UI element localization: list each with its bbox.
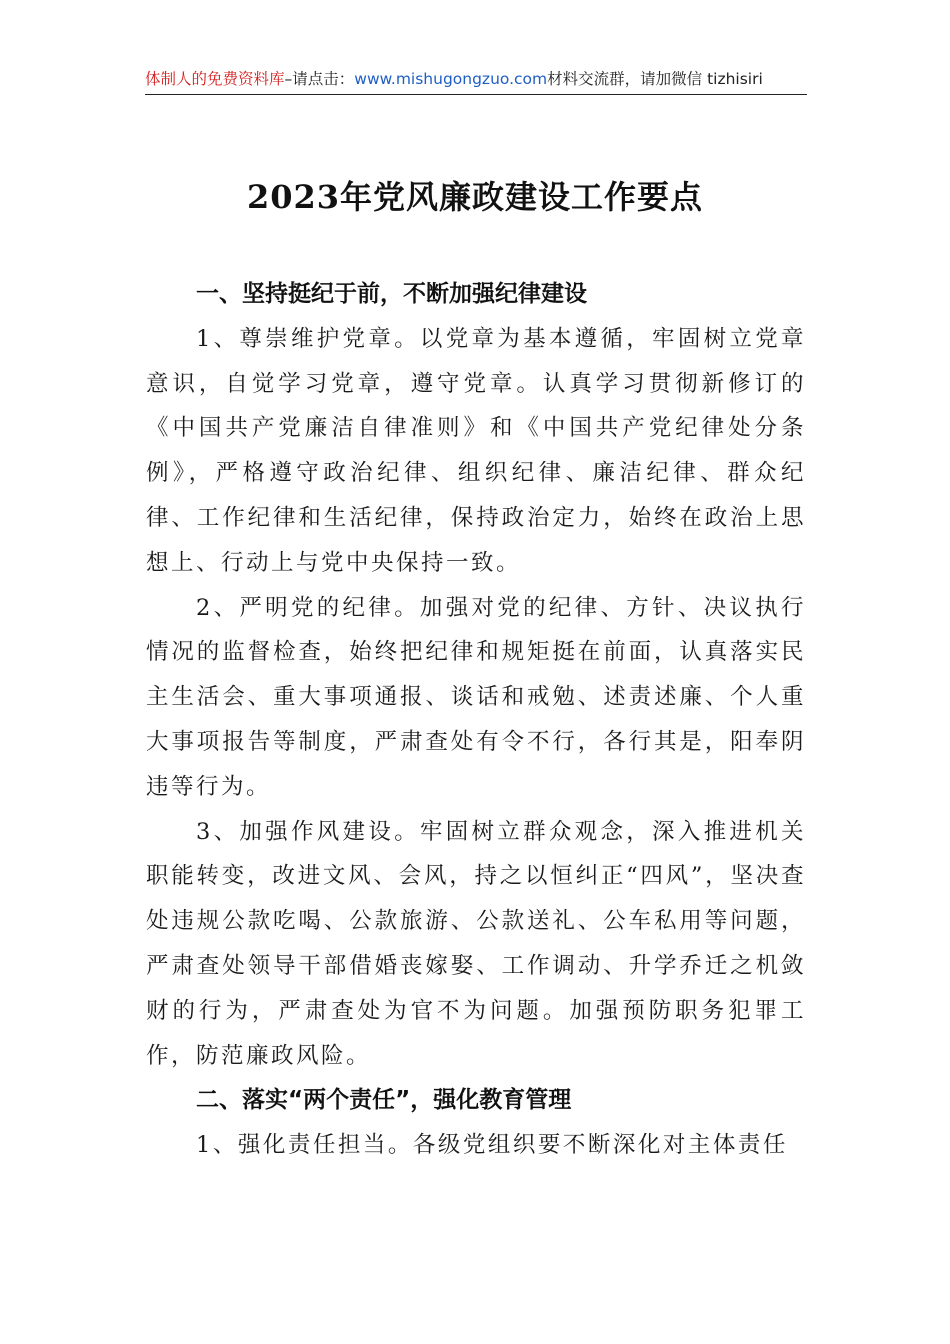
section-heading-2: 二、落实“两个责任”，强化教育管理 <box>196 1087 572 1114</box>
paragraph: 2、严明党的纪律。加强对党的纪律、方针、决议执行情况的监督检查，始终把纪律和规矩挺在前面，认真落实民主生活会、重大事项通报、谈话和戒勉、述责述廉、个人重大事项报告等制度，严肃查处有令不行，各行其是，阳奉阴违等行为。 <box>146 594 806 800</box>
section-heading-1: 一、坚持挺纪于前，不断加强纪律建设 <box>196 281 587 307</box>
header-note: 材料交流群，请加微信 tizhisiri <box>547 70 763 88</box>
page-header <box>145 66 807 95</box>
paragraph: 1、尊崇维护党章。以党章为基本遵循，牢固树立党章意识，自觉学习党章，遵守党章。认真学习贯彻新修订的《中国共产党廉洁自律准则》和《中国共产党纪律处分条例》，严格遵守政治纪律、组织纪律、廉洁纪律、群众纪律、工作纪律和生活纪律，保持政治定力，始终在政治上思想上、行动上与党中央保持一致。 <box>146 325 806 576</box>
paragraph: 3、加强作风建设。牢固树立群众观念，深入推进机关职能转变，改进文风、会风，持之以恒纠正“四风”，坚决查处违规公款吃喝、公款旅游、公款送礼、公车私用等问题，严肃查处领导干部借婚丧嫁娶、工作调动、升学乔迁之机敛财的行为，严肃查处为官不为问题。加强预防职务犯罪工作，防范廉政风险。 <box>146 818 806 1069</box>
header-prompt: –请点击： <box>284 70 355 88</box>
header-url-link[interactable]: www.mishugongzuo.com <box>354 70 548 88</box>
header-brand: 体制人的免费资料库 <box>145 70 285 88</box>
document-title: 2023年党风廉政建设工作要点 <box>246 178 704 216</box>
paragraph: 1、强化责任担当。各级党组织要不断深化对主体责任 <box>196 1132 788 1159</box>
document-body <box>146 272 806 1168</box>
